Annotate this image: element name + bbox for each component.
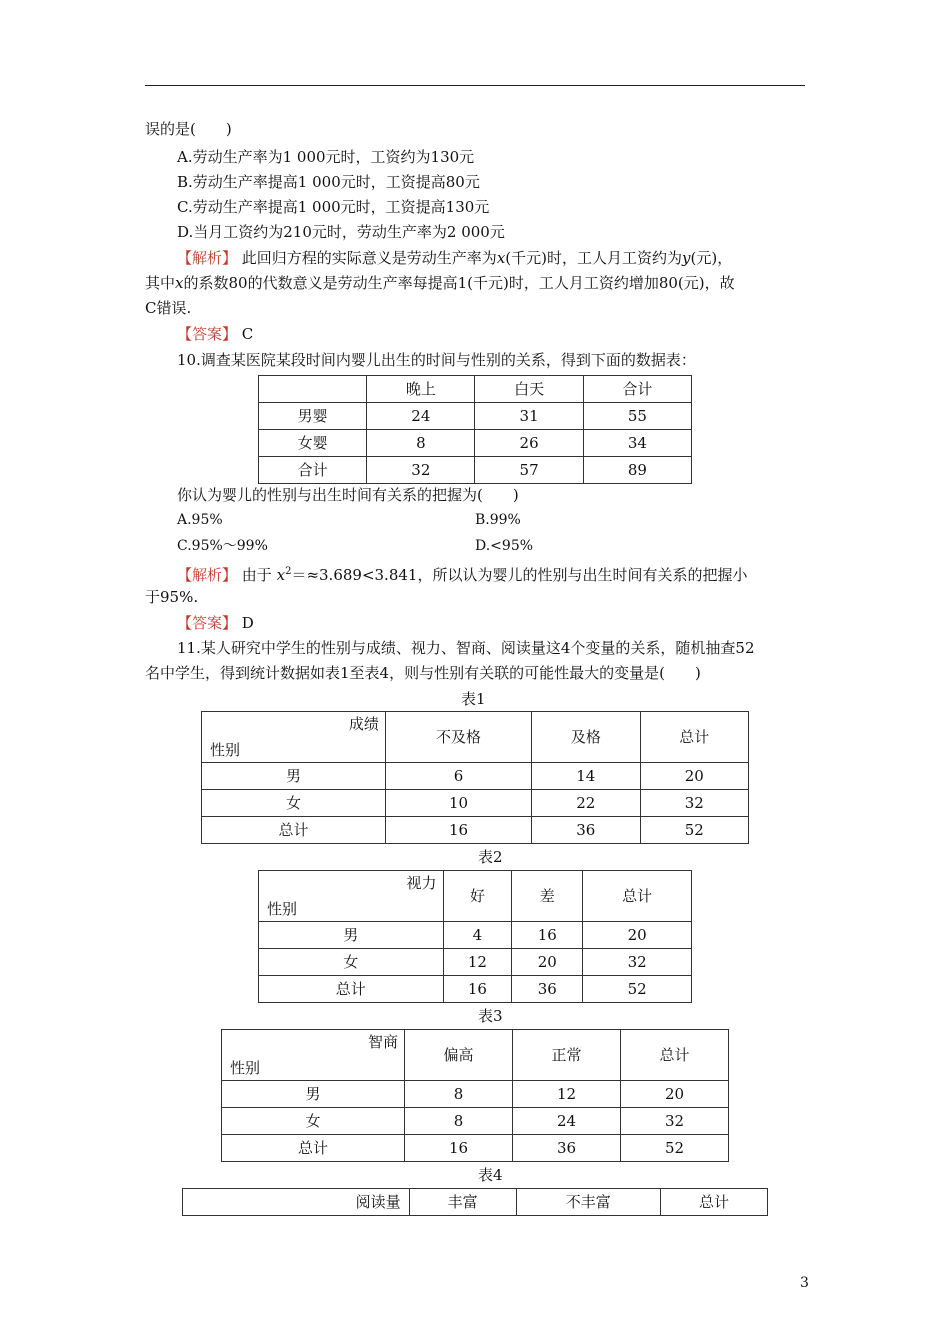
table-row	[259, 976, 692, 1003]
q9-option-c: C.劳动生产率提高1 000元时，工资提高130元	[177, 198, 490, 216]
table-cell: 8	[405, 1108, 513, 1135]
table-cell: 10	[385, 790, 531, 817]
table-cell: 32	[620, 1108, 728, 1135]
table-row	[259, 403, 692, 430]
var-y: y	[682, 249, 691, 267]
table-cell: 偏高	[405, 1030, 513, 1081]
table-cell: 14	[532, 763, 640, 790]
table2-caption: 表2	[478, 848, 503, 866]
var-x: x	[496, 249, 506, 267]
table-corner-cell	[222, 1030, 405, 1081]
corner-bottom-label: 性别	[230, 1059, 261, 1077]
page-number: 3	[800, 1275, 809, 1291]
table-cell: 16	[405, 1135, 513, 1162]
analysis-text: 此回归方程的实际意义是劳动生产率为	[241, 249, 497, 267]
q10-question: 你认为婴儿的性别与出生时间有关系的把握为( )	[177, 486, 519, 504]
table-header-row	[222, 1030, 729, 1081]
answer-value: C	[241, 325, 254, 343]
var-chi: x	[276, 566, 286, 584]
q10-option-c: C.95%～99%	[177, 538, 268, 554]
q9-analysis-line3: C错误.	[145, 299, 192, 317]
table-cell: 总计	[660, 1189, 767, 1216]
table-cell: 差	[512, 871, 583, 922]
table-cell: 20	[640, 763, 748, 790]
table1-caption: 表1	[461, 690, 486, 708]
table-row	[222, 1135, 729, 1162]
table-cell: 合计	[583, 376, 691, 403]
q10-stem: 10.调查某医院某段时间内婴儿出生的时间与性别的关系，得到下面的数据表：	[177, 351, 696, 369]
table-cell: 52	[583, 976, 692, 1003]
q9-answer	[177, 323, 857, 345]
table-cell: 及格	[532, 712, 640, 763]
table-row	[202, 763, 749, 790]
q10-analysis-line1	[177, 561, 857, 586]
q9-option-a: A.劳动生产率为1 000元时，工资约为130元	[177, 148, 475, 166]
table-cell: 总计	[222, 1135, 405, 1162]
table-cell: 总计	[202, 817, 386, 844]
header-rule	[145, 85, 805, 86]
table-cell: 36	[512, 976, 583, 1003]
q9-analysis-line1	[177, 247, 857, 269]
table-cell: 8	[405, 1081, 513, 1108]
q10-table	[258, 375, 692, 484]
superscript: 2	[285, 566, 292, 577]
corner-top-label: 成绩	[348, 715, 379, 733]
table-cell: 24	[513, 1108, 621, 1135]
table-cell: 4	[443, 922, 512, 949]
analysis-text: (元)，	[690, 249, 733, 267]
q9-stem-tail: 误的是( )	[145, 120, 232, 138]
q11-stem-line2: 名中学生，得到统计数据如表1至表4，则与性别有关联的可能性最大的变量是( )	[145, 664, 701, 682]
answer-tag: 【答案】	[177, 614, 238, 632]
table-cell: 34	[583, 430, 691, 457]
analysis-text: 的系数80的代数意义是劳动生产率每提高1(千元)时，工人月工资约增加80(元)，故	[183, 274, 735, 292]
table-cell: 不丰富	[516, 1189, 660, 1216]
table-cell: 31	[475, 403, 583, 430]
table-row	[259, 457, 692, 484]
q10-answer	[177, 612, 857, 634]
table3-caption: 表3	[478, 1007, 503, 1025]
q10-option-d: D.<95%	[475, 538, 534, 554]
table-cell: 总计	[620, 1030, 728, 1081]
q10-analysis-line2: 于95%.	[145, 588, 199, 606]
table-cell: 26	[475, 430, 583, 457]
table-cell: 女	[259, 949, 444, 976]
table-cell: 女	[222, 1108, 405, 1135]
analysis-text: (千元)时，工人月工资约为	[505, 249, 682, 267]
table2	[258, 870, 692, 1003]
table-cell: 20	[583, 922, 692, 949]
q9-option-d: D.当月工资约为210元时，劳动生产率为2 000元	[177, 223, 505, 241]
table-cell: 男	[222, 1081, 405, 1108]
table-cell: 正常	[513, 1030, 621, 1081]
table-cell: 合计	[259, 457, 367, 484]
table-cell: 好	[443, 871, 512, 922]
q11-stem-line1: 11.某人研究中学生的性别与成绩、视力、智商、阅读量这4个变量的关系，随机抽查52	[177, 639, 755, 657]
table-cell: 丰富	[409, 1189, 516, 1216]
table-cell: 20	[620, 1081, 728, 1108]
table-header-row	[259, 871, 692, 922]
table-cell: 36	[513, 1135, 621, 1162]
analysis-text: 其中	[145, 274, 176, 292]
q10-option-a: A.95%	[177, 512, 223, 528]
q9-analysis-line2	[145, 272, 825, 294]
analysis-tag: 【解析】	[177, 566, 238, 584]
table-row	[222, 1081, 729, 1108]
table-header-row	[259, 376, 692, 403]
table-row	[259, 430, 692, 457]
table-cell	[259, 376, 367, 403]
table-cell: 52	[620, 1135, 728, 1162]
table3	[221, 1029, 729, 1162]
table-cell: 白天	[475, 376, 583, 403]
table-cell: 22	[532, 790, 640, 817]
table-cell: 8	[367, 430, 475, 457]
analysis-text: ＝≈3.689<3.841，所以认为婴儿的性别与出生时间有关系的把握小	[291, 566, 748, 584]
table-row	[259, 922, 692, 949]
table-cell: 不及格	[385, 712, 531, 763]
table-cell: 32	[583, 949, 692, 976]
table-cell: 男	[259, 922, 444, 949]
table-cell: 20	[512, 949, 583, 976]
table-header-row	[183, 1189, 768, 1216]
table-cell: 12	[513, 1081, 621, 1108]
table-cell: 16	[512, 922, 583, 949]
q9-option-b: B.劳动生产率提高1 000元时，工资提高80元	[177, 173, 480, 191]
table-cell: 55	[583, 403, 691, 430]
answer-tag: 【答案】	[177, 325, 238, 343]
table-cell: 57	[475, 457, 583, 484]
corner-bottom-label: 性别	[267, 900, 298, 918]
table4	[182, 1188, 768, 1216]
table-row	[222, 1108, 729, 1135]
table-cell: 晚上	[367, 376, 475, 403]
var-x: x	[175, 274, 184, 292]
table-cell: 男婴	[259, 403, 367, 430]
answer-value: D	[241, 614, 254, 632]
table-cell: 36	[532, 817, 640, 844]
table-cell: 16	[443, 976, 512, 1003]
analysis-text: 由于	[241, 566, 272, 584]
table-cell: 32	[640, 790, 748, 817]
table1	[201, 711, 749, 844]
table-cell: 32	[367, 457, 475, 484]
table-cell: 16	[385, 817, 531, 844]
table-row	[202, 817, 749, 844]
table-row	[259, 949, 692, 976]
table-cell: 12	[443, 949, 512, 976]
table-cell: 52	[640, 817, 748, 844]
table-cell: 女	[202, 790, 386, 817]
table-cell: 男	[202, 763, 386, 790]
table-row	[202, 790, 749, 817]
table-cell: 6	[385, 763, 531, 790]
corner-bottom-label: 性别	[210, 741, 241, 759]
q10-option-b: B.99%	[475, 512, 521, 528]
table-corner-cell	[259, 871, 444, 922]
table-cell: 总计	[640, 712, 748, 763]
analysis-tag: 【解析】	[177, 249, 238, 267]
table-corner-cell: 阅读量	[183, 1189, 410, 1216]
table-cell: 总计	[583, 871, 692, 922]
table-cell: 89	[583, 457, 691, 484]
table-corner-cell	[202, 712, 386, 763]
table4-caption: 表4	[478, 1166, 503, 1184]
corner-top-label: 视力	[406, 874, 437, 892]
table-cell: 总计	[259, 976, 444, 1003]
table-header-row	[202, 712, 749, 763]
table-cell: 24	[367, 403, 475, 430]
corner-top-label: 智商	[368, 1033, 399, 1051]
table-cell: 女婴	[259, 430, 367, 457]
